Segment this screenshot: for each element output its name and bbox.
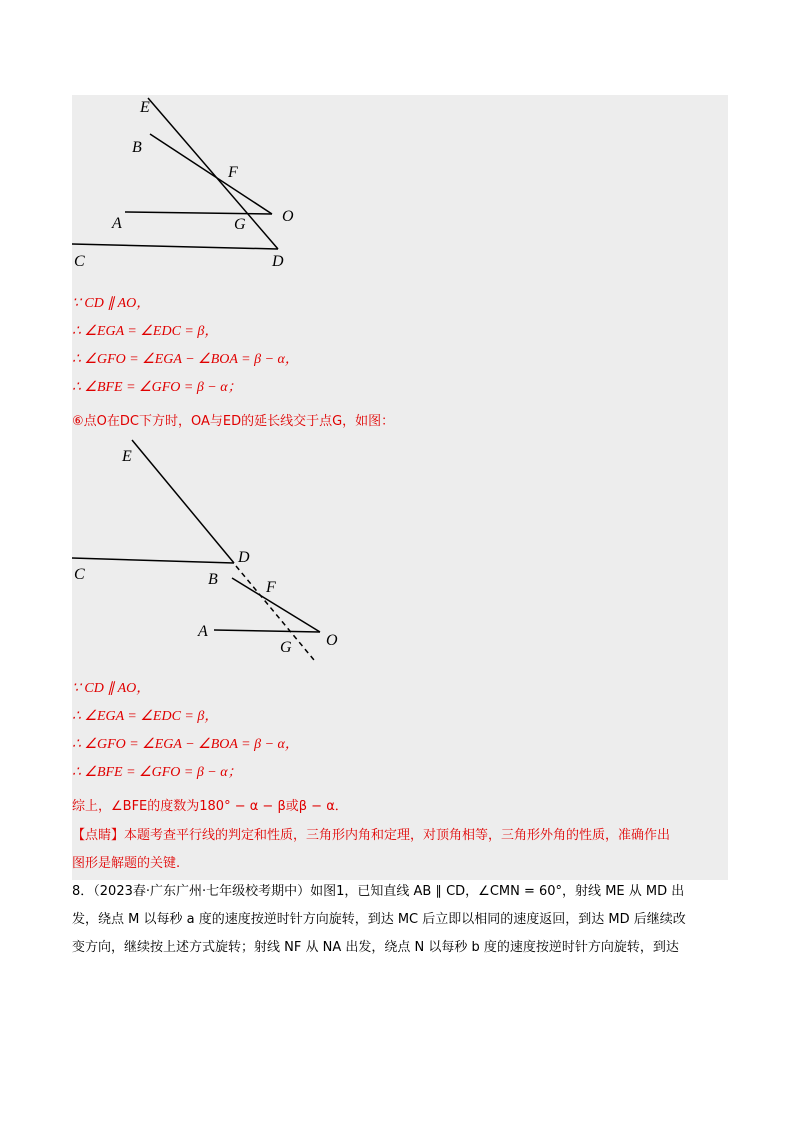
proof1-line4: ∴ ∠BFE = ∠GFO = β − α； — [72, 380, 242, 395]
label-A: A — [112, 215, 122, 232]
line-BO — [232, 578, 320, 632]
comment-line — [72, 824, 670, 846]
line-EF — [148, 98, 278, 249]
line-BO — [150, 134, 272, 214]
case6-heading: ⑥点O在DC下方时，OA与ED的延长线交于点G，如图： — [72, 414, 395, 429]
label-O: O — [282, 208, 294, 225]
label-G: G — [234, 216, 246, 233]
proof2-line4: ∴ ∠BFE = ∠GFO = β − α； — [72, 765, 242, 780]
label-E: E — [140, 99, 150, 116]
question-8 — [72, 878, 732, 962]
line-AO — [214, 630, 320, 632]
line-AO — [125, 212, 272, 214]
line-CD — [72, 244, 278, 249]
label-B: B — [208, 571, 218, 588]
figure-2 — [0, 430, 800, 670]
label-A: A — [198, 623, 208, 640]
label-B: B — [132, 139, 142, 156]
summary-line: 综上，∠BFE的度数为180° − α − β或β − α． — [72, 799, 348, 814]
figure-1 — [0, 0, 800, 290]
label-D: D — [272, 253, 284, 270]
label-F: F — [228, 164, 238, 181]
label-D: D — [238, 549, 250, 566]
comment-tag: 【点睛】 — [72, 828, 125, 843]
label-E: E — [122, 448, 132, 465]
question-8-line2: 发，绕点 M 以每秒 a 度的速度按逆时针方向旋转，到达 MC 后立即以相同的速度返回，到达 MD 后继续改 — [72, 912, 686, 927]
comment-line-2: 图形是解题的关键. — [72, 856, 181, 871]
label-G: G — [280, 639, 292, 656]
proof2-line3: ∴ ∠GFO = ∠EGA − ∠BOA = β − α， — [72, 737, 299, 752]
label-O: O — [326, 632, 338, 649]
proof1-line1: ∵ CD ∥ AO， — [72, 296, 151, 311]
question-8-line3: 变方向，继续按上述方式旋转；射线 NF 从 NA 出发，绕点 N 以每秒 b 度的速度按逆时针方向旋转，到达 — [72, 940, 679, 955]
proof1-line3: ∴ ∠GFO = ∠EGA − ∠BOA = β − α， — [72, 352, 299, 367]
comment-text: 本题考查平行线的判定和性质，三角形内角和定理，对顶角相等，三角形外角的性质，准确作出 — [124, 828, 671, 843]
proof2-line1: ∵ CD ∥ AO， — [72, 681, 151, 696]
question-8-line1: 8．（2023春·广东广州·七年级校考期中）如图1，已知直线 AB ∥ CD，∠CMN = 60°，射线 ME 从 MD 出 — [72, 884, 685, 899]
proof1-line2: ∴ ∠EGA = ∠EDC = β， — [72, 324, 219, 339]
label-C: C — [74, 253, 85, 270]
line-CD — [72, 558, 234, 563]
label-C: C — [74, 566, 85, 583]
proof2-line2: ∴ ∠EGA = ∠EDC = β， — [72, 709, 219, 724]
label-F: F — [266, 579, 276, 596]
line-ED — [132, 440, 234, 563]
